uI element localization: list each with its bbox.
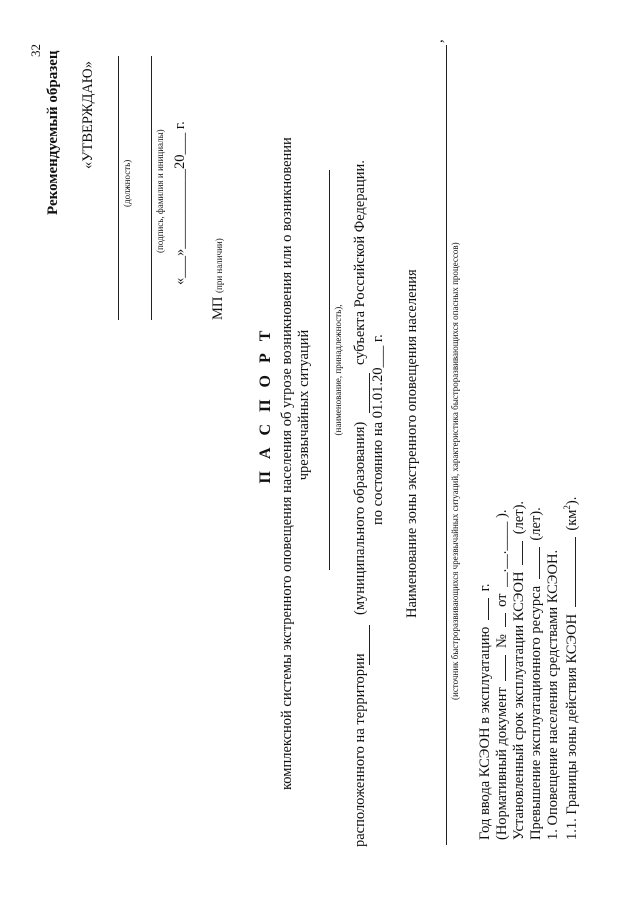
normdoc-label: (Нормативный документ <box>494 687 510 840</box>
lifetime-blank <box>522 541 523 565</box>
normdoc-date: __.__.____ <box>494 521 510 587</box>
approval-date: «___»___________20___ г. <box>172 121 188 285</box>
exceed-suffix: (лет). <box>528 507 544 541</box>
stamp-label <box>210 238 227 320</box>
section-1: 1. Оповещение населения средствами КСЭОН. <box>545 549 561 840</box>
source-line <box>446 45 447 845</box>
passport-subtitle-1: комплексной системы экстренного оповещения населения об угрозе возникновения или о возникновении <box>279 137 295 790</box>
lifetime-label: Установленный срок эксплуатации КСЭОН <box>511 571 527 840</box>
section-1-1-sup: 2 <box>562 505 572 510</box>
lifetime-row <box>511 501 528 840</box>
recommended-label: Рекомендуемый образец <box>45 50 61 215</box>
section-1-1-close: ). <box>563 496 580 506</box>
state-date: по состоянию на 01.01.20___ г. <box>370 334 386 525</box>
exceed-blank <box>539 547 540 579</box>
lifetime-suffix: (лет). <box>511 500 527 535</box>
normdoc-from: от <box>494 593 510 607</box>
mp-note: (при наличии) <box>214 238 224 293</box>
section-1-1-label: 1.1. Границы зоны действия КСЭОН <box>563 613 580 840</box>
subject-suffix: субъекта Российской Федерации. <box>352 160 368 365</box>
year-row <box>477 583 494 840</box>
exceed-label: Превышение эксплуатационного ресурса <box>528 585 544 840</box>
passport-subtitle-2: чрезвычайных ситуаций <box>296 329 312 481</box>
section-1-1-row <box>562 497 581 840</box>
year-label: Год ввода КСЭОН в эксплуатацию <box>477 626 493 840</box>
position-line <box>118 56 119 320</box>
name-line <box>329 170 330 570</box>
zone-heading: Наименование зоны экстренного оповещения населения <box>404 269 420 618</box>
section-1-1-blank <box>575 537 576 607</box>
source-comma: , <box>430 39 446 43</box>
position-caption: (должность) <box>122 159 132 207</box>
passport-title: П А С П О Р Т <box>257 326 274 484</box>
approve-label: «УТВЕРЖДАЮ» <box>80 61 96 169</box>
normdoc-number-blank <box>505 614 506 628</box>
territory-line-1 <box>369 625 370 665</box>
signature-caption: (подпись, фамилия и инициалы) <box>155 129 165 253</box>
section-1-1-unit: (км <box>563 509 580 531</box>
normdoc-close: ). <box>494 509 510 518</box>
source-caption: (источник быстроразвивающихся чрезвычайных ситуаций, характеристика быстроразвивающихся опасных процессов) <box>450 242 460 700</box>
year-blank <box>488 598 489 620</box>
name-caption: (наименование, принадлежность), <box>333 304 343 436</box>
municipal-caption: (муниципального образования) <box>352 421 368 615</box>
exceed-row <box>528 507 545 840</box>
page-number: 32 <box>28 44 43 57</box>
located-prefix: расположенного на территории <box>352 653 368 847</box>
mp-text: МП <box>210 296 226 320</box>
signature-line <box>151 56 152 320</box>
year-suffix: г. <box>477 583 493 592</box>
normdoc-blank <box>505 655 506 681</box>
normdoc-no: № <box>494 634 510 648</box>
normdoc-row <box>494 510 511 841</box>
